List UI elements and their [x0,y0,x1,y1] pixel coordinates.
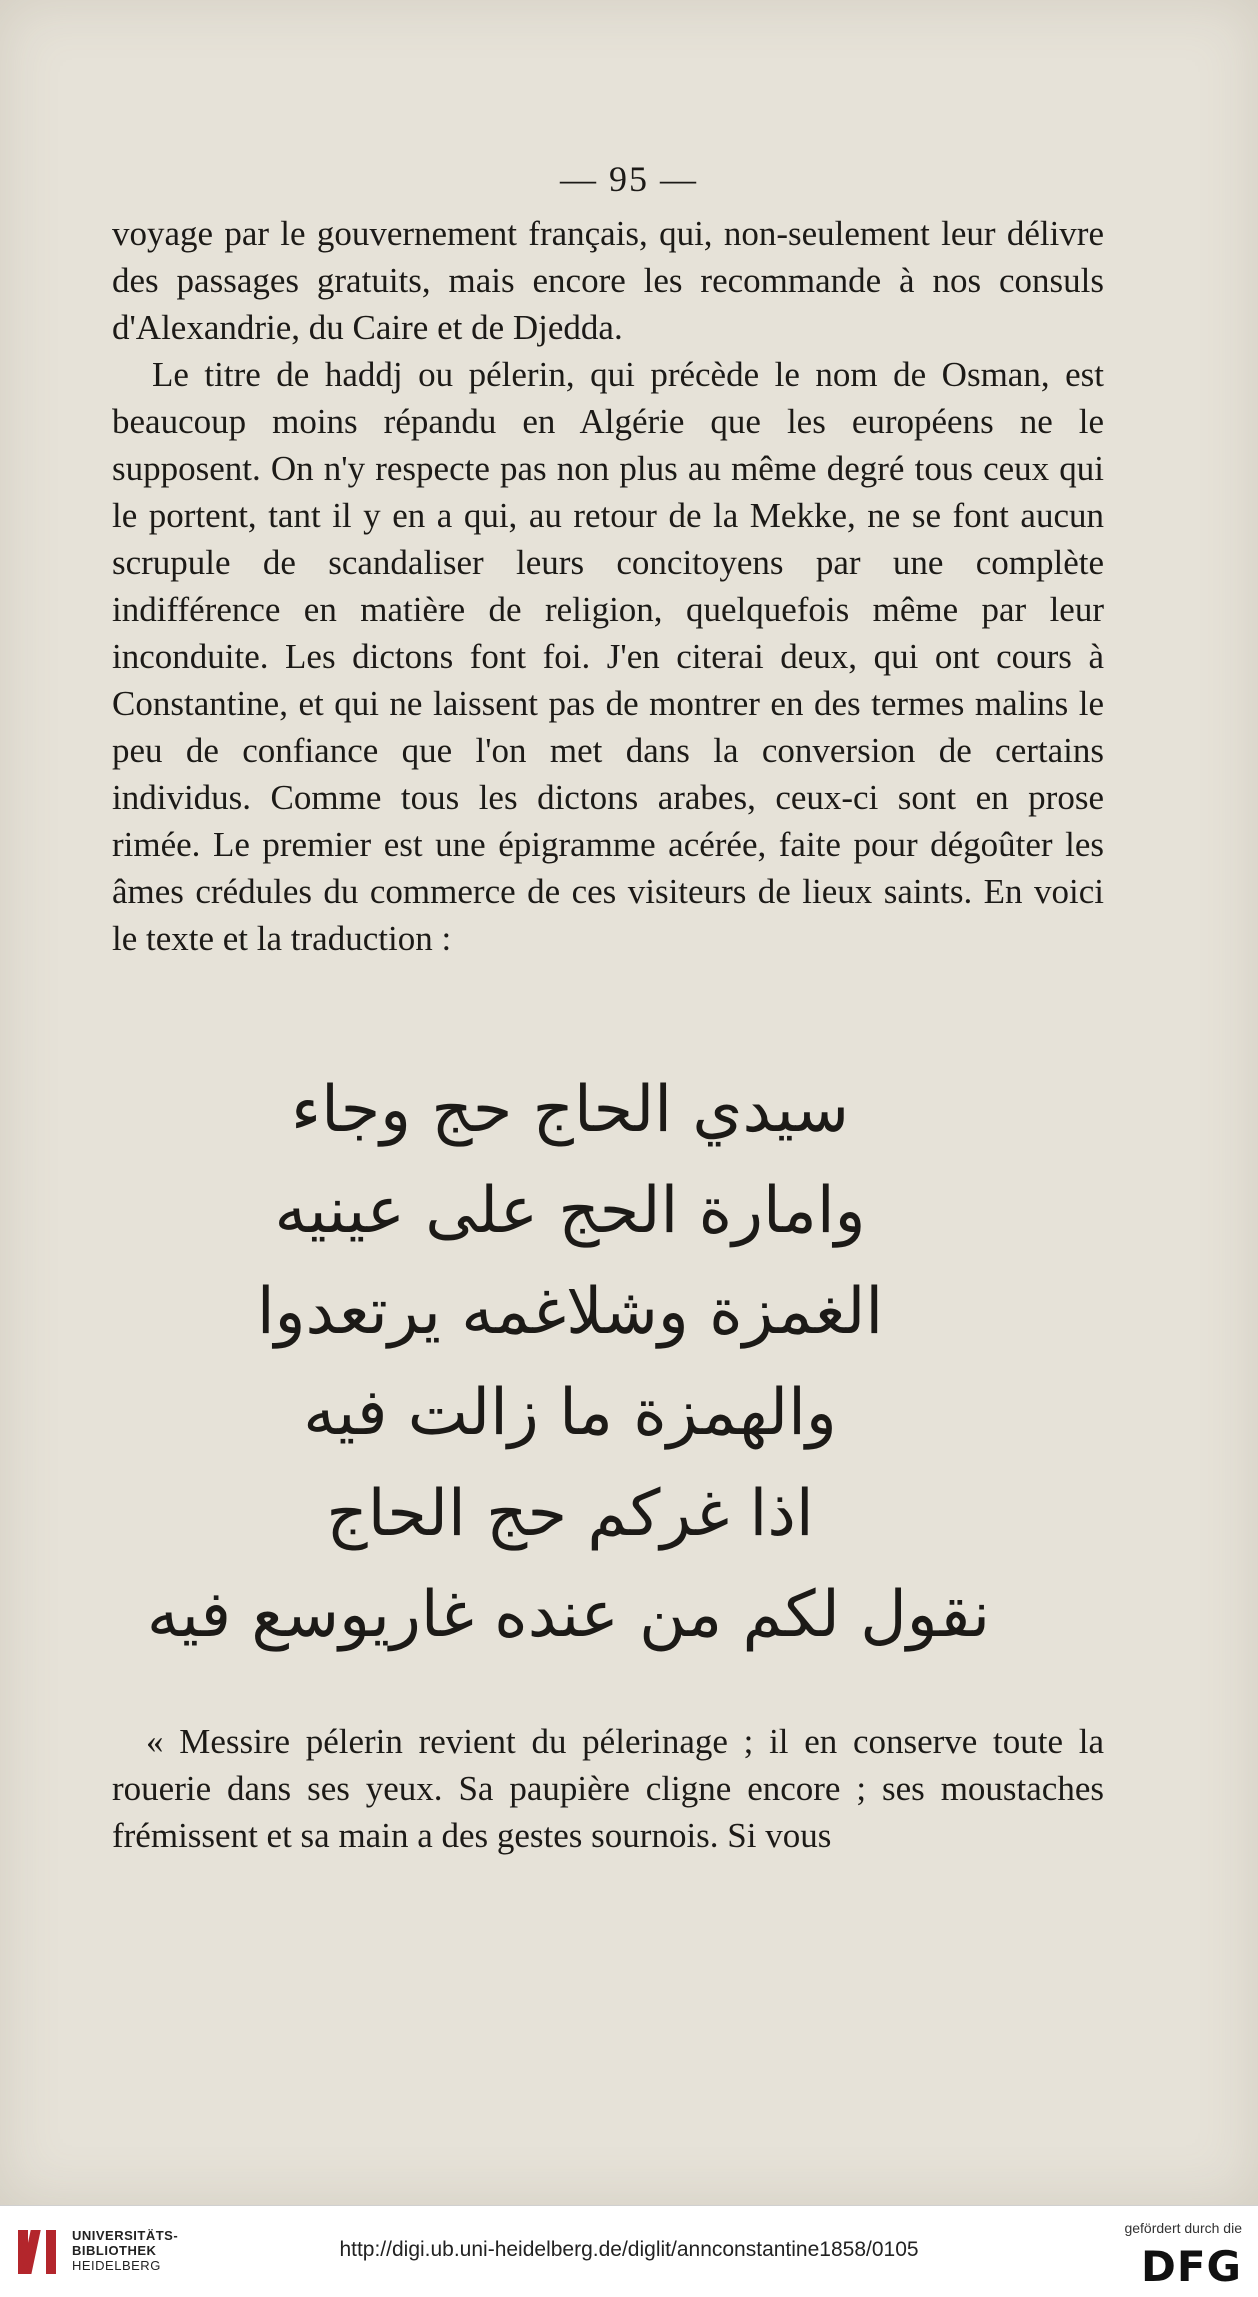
arabic-verse-1: سيدي الحاج حج وجاء [291,1073,849,1147]
translation-quote: « Messire pélerin revient du pélerinage ; il en conserve toute la rouerie dans ses yeux. Sa paupière cligne encore ; ses moustaches frémissent et sa main a des gestes sournois. Si vous [112,1722,1104,1855]
arabic-verse-3: الغمزة وشلاغمه يرتعدوا [256,1275,884,1349]
library-line-2: BIBLIOTHEK [72,2243,157,2258]
footer-bar [0,2205,1258,2297]
arabic-verse-4: والهمزة ما زالت فيه [303,1376,837,1450]
dfg-logo: DFG [1140,2242,1242,2291]
arabic-verse-6: نقول لكم من عنده غاريوسع فيه [146,1578,990,1652]
permalink[interactable]: http://digi.ub.uni-heidelberg.de/diglit/annconstantine1858/0105 [339,2238,919,2261]
page-number: — 95 — [560,159,698,199]
sponsor-label: gefördert durch die [1124,2220,1242,2236]
arabic-saying [146,1060,990,1666]
arabic-verse-2: وامارة الحج على عينيه [274,1174,866,1248]
paragraph-1: voyage par le gouvernement français, qui, non-seulement leur délivre des passages gratuits, mais encore les recommande à nos consuls d'Alexandrie, du Caire et de Djedda. [112,214,1104,347]
library-line-3: HEIDELBERG [72,2258,161,2273]
main-text [112,210,1104,962]
library-line-1: UNIVERSITÄTS- [72,2228,179,2243]
paragraph-2: Le titre de haddj ou pélerin, qui précède le nom de Osman, est beaucoup moins répandu en Algérie que les européens ne le supposent. On n'y respecte pas non plus au même degré tous ceux qui le portent, tant il y en a qui, au retour de la Mekke, ne se font aucun scrupule de scandaliser leurs concitoyens par une complète indifférence en matière de religion, quelquefois même par leur inconduite. Les dictons font foi. J'en citerai deux, qui ont cours à Constantine, et qui ne laissent pas de montrer en des termes malins le peu de confiance que l'on met dans la conversion de certains individus. Comme tous les dictons arabes, ceux-ci sont en prose rimée. Le premier est une épigramme acérée, faite pour dégoûter les âmes crédules du commerce de ces visiteurs de lieux saints. En voici le texte et la traduction : [112,355,1104,958]
arabic-verse-5: اذا غركم حج الحاج [326,1477,814,1551]
